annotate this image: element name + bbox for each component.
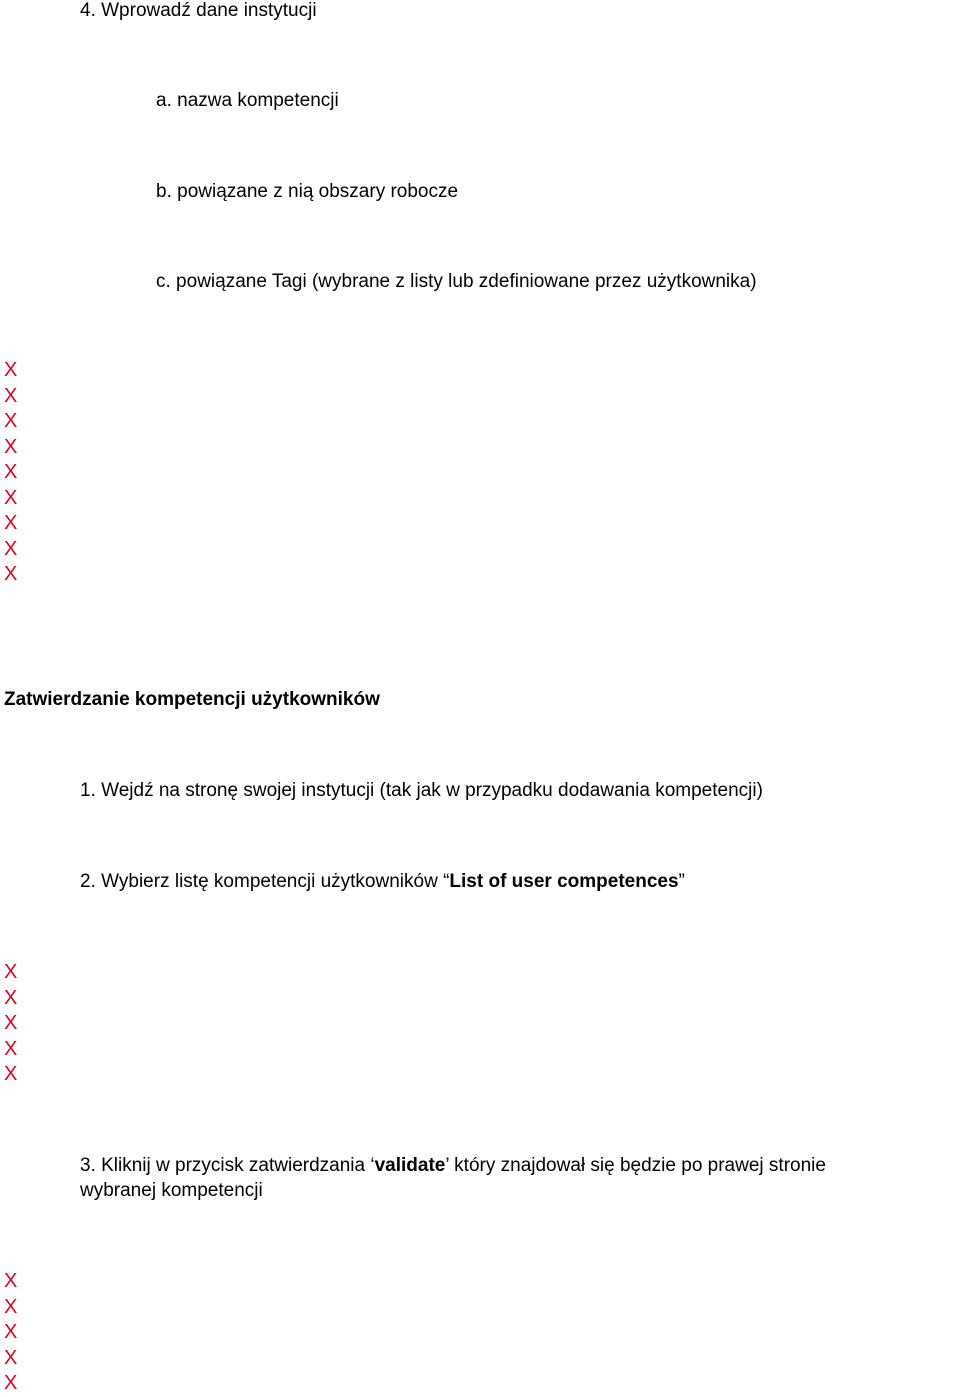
missing-image-icon: X — [4, 1063, 18, 1085]
missing-image-icon: X — [4, 1321, 18, 1343]
step-3-text-after: który znajdował się będzie po prawej stronie — [448, 1155, 826, 1176]
missing-image-icon: X — [4, 961, 18, 983]
missing-image-icon: X — [4, 1372, 18, 1394]
list-link-name: List of user competences — [449, 871, 679, 892]
missing-image-icon: X — [4, 1270, 18, 1292]
missing-image-icon: X — [4, 563, 18, 585]
missing-image-icon: X — [4, 359, 18, 381]
missing-image-icon: X — [4, 435, 18, 458]
open-quote: “ — [443, 871, 450, 892]
step-4-item-a: a. nazwa kompetencji — [156, 90, 339, 111]
missing-image-icon: X — [4, 986, 18, 1009]
missing-image-icon: X — [4, 384, 18, 407]
missing-image-group-1 — [4, 358, 17, 588]
step-1-text: 1. Wejdź na stronę swojej instytucji (tak jak w przypadku dodawania kompetencji) — [80, 780, 763, 801]
missing-image-icon: X — [4, 410, 18, 432]
step-3-line-2: wybranej kompetencji — [80, 1180, 263, 1201]
missing-image-icon: X — [4, 1295, 18, 1318]
missing-image-group-3 — [4, 1269, 17, 1397]
missing-image-icon: X — [4, 461, 18, 483]
close-quote: ’ — [445, 1155, 449, 1176]
step-2-line — [80, 871, 685, 893]
step-4-item-c: c. powiązane Tagi (wybrane z listy lub zdefiniowane przez użytkownika) — [156, 271, 757, 292]
missing-image-icon: X — [4, 1346, 18, 1369]
missing-image-icon: X — [4, 486, 18, 509]
missing-image-icon: X — [4, 512, 18, 534]
missing-image-icon: X — [4, 1012, 18, 1034]
section-heading: Zatwierdzanie kompetencji użytkowników — [4, 689, 380, 710]
missing-image-icon: X — [4, 537, 18, 560]
open-quote: ‘ — [370, 1155, 375, 1176]
missing-image-group-2 — [4, 960, 17, 1088]
step-3-line-1 — [80, 1155, 826, 1177]
step-3-text: 3. Kliknij w przycisk zatwierdzania — [80, 1155, 371, 1176]
step-4-title: 4. Wprowadź dane instytucji — [80, 0, 317, 21]
close-quote: ” — [678, 871, 685, 892]
missing-image-icon: X — [4, 1037, 18, 1060]
validate-button-name: validate — [374, 1155, 446, 1176]
step-2-text: 2. Wybierz listę kompetencji użytkowników — [80, 871, 444, 892]
step-4-item-b: b. powiązane z nią obszary robocze — [156, 181, 459, 202]
